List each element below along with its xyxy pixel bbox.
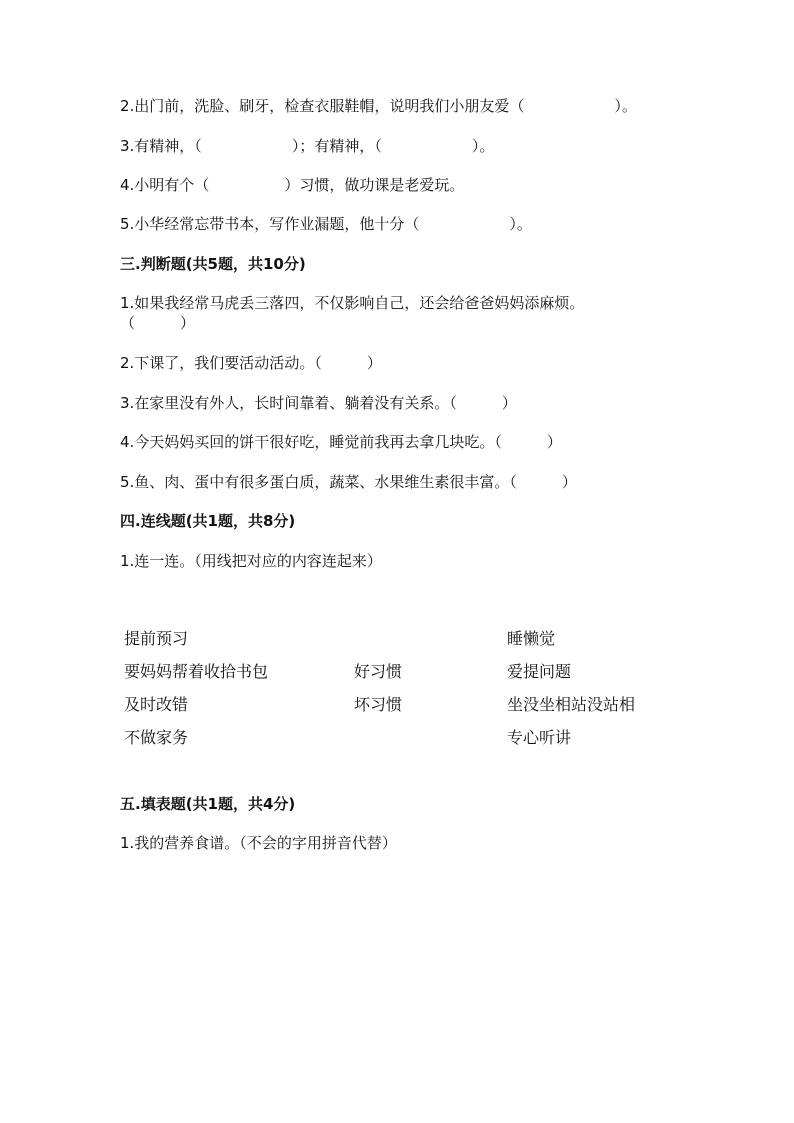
match-right-item: 爱提问题 <box>507 662 572 681</box>
judge-item-2: 2.下课了，我们要活动活动。（ ） <box>120 354 382 372</box>
fill-blank-item-5: 5.小华经常忘带书本，写作业漏题，他十分（ ）。 <box>120 215 532 233</box>
section-4-title: 四.连线题(共1题，共8分) <box>120 512 296 530</box>
match-right-item: 专心听讲 <box>507 728 572 747</box>
judge-item-5: 5.鱼、肉、蛋中有很多蛋白质，蔬菜、水果维生素很丰富。（ ） <box>120 473 577 491</box>
table-question: 1.我的营养食谱。（不会的字用拼音代替） <box>120 834 397 852</box>
match-left-item: 提前预习 <box>124 629 189 648</box>
fill-blank-item-3: 3.有精神，（ ）；有精神，（ ）。 <box>120 137 495 155</box>
match-right-item: 坐没坐相站没站相 <box>507 695 636 714</box>
section-5-title: 五.填表题(共1题，共4分) <box>120 795 296 813</box>
matching-question: 1.连一连。（用线把对应的内容连起来） <box>120 552 382 570</box>
match-left-item: 及时改错 <box>124 695 189 714</box>
judge-item-1-answer-blank: （ ） <box>120 314 196 332</box>
match-middle-item: 好习惯 <box>354 662 403 681</box>
section-3-title: 三.判断题(共5题，共10分) <box>120 255 306 273</box>
match-middle-item: 坏习惯 <box>354 695 403 714</box>
match-left-item: 不做家务 <box>124 728 189 747</box>
fill-blank-item-4: 4.小明有个（ ）习惯，做功课是老爱玩。 <box>120 176 465 194</box>
judge-item-1: 1.如果我经常马虎丢三落四，不仅影响自己，还会给爸爸妈妈添麻烦。 <box>120 294 585 312</box>
judge-item-3: 3.在家里没有外人，长时间靠着、躺着没有关系。（ ） <box>120 394 517 412</box>
fill-blank-item-2: 2.出门前，洗脸、刷牙，检查衣服鞋帽，说明我们小朋友爱（ ）。 <box>120 97 637 115</box>
match-left-item: 要妈妈帮着收拾书包 <box>124 662 269 681</box>
judge-item-4: 4.今天妈妈买回的饼干很好吃，睡觉前我再去拿几块吃。（ ） <box>120 433 562 451</box>
match-right-item: 睡懒觉 <box>507 629 556 648</box>
